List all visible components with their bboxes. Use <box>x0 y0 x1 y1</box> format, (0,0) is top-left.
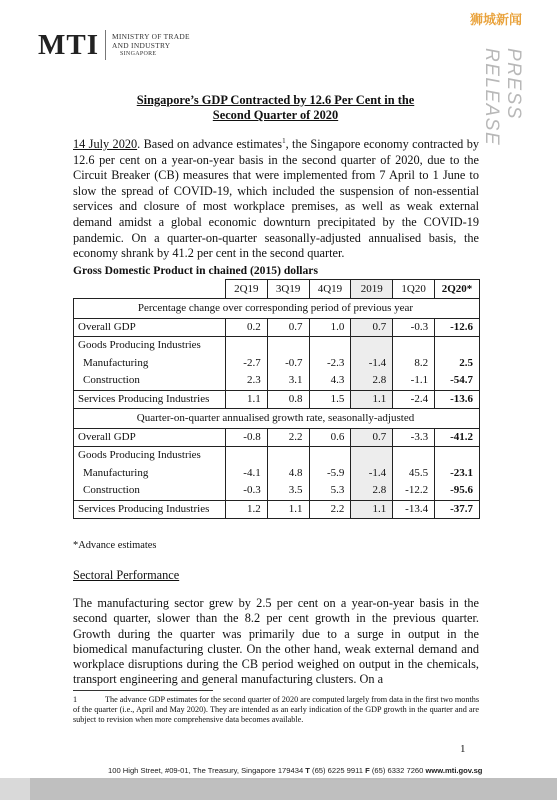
gdp-table <box>73 279 480 519</box>
table-cell <box>267 337 309 355</box>
table-cell: 1.1 <box>351 390 393 409</box>
table-cell: -2.4 <box>393 390 435 409</box>
footer-bar <box>30 778 557 800</box>
table-row <box>74 390 480 409</box>
ministry-line-3: SINGAPORE <box>120 50 157 57</box>
table-cell: 0.7 <box>351 318 393 337</box>
footer-website-link[interactable]: www.mti.gov.sg <box>425 766 483 775</box>
col-header: 2Q19 <box>225 280 267 299</box>
ministry-line-1: MINISTRY OF TRADE <box>112 31 190 41</box>
table-row <box>74 447 480 465</box>
footer-f-label: F <box>365 766 370 775</box>
footnote-text: The advance GDP estimates for the second quarter of 2020 are computed largely from data in the first two months of the quarter (i.e., April and May 2020). They are intended as an early indication of the GDP growth in the quarter and are subject to revision when more comprehensive data becomes available. <box>73 695 480 724</box>
release-date: 14 July 2020 <box>73 137 138 152</box>
table-cell: 3.1 <box>267 372 309 390</box>
table-row <box>74 355 480 373</box>
table-row <box>74 482 480 500</box>
table-cell: -0.8 <box>225 428 267 447</box>
row-label: Services Producing Industries <box>74 390 226 409</box>
table-cell: -41.2 <box>435 428 480 447</box>
col-header: 3Q19 <box>267 280 309 299</box>
table-cell <box>435 337 480 355</box>
page-title <box>73 93 478 123</box>
table-cell: 1.1 <box>351 500 393 519</box>
section-row <box>74 299 480 319</box>
footer-contact <box>108 766 508 775</box>
footer-fax: (65) 6332 7260 <box>369 766 426 775</box>
advance-estimates-note: *Advance estimates <box>73 540 157 551</box>
table-cell: -12.2 <box>393 482 435 500</box>
table-cell: 2.3 <box>225 372 267 390</box>
table-cell: -1.4 <box>351 465 393 483</box>
press-release-label: PRESS RELEASE <box>481 48 524 147</box>
row-label: Goods Producing Industries <box>74 447 226 465</box>
table-cell: -2.7 <box>225 355 267 373</box>
mti-logo <box>38 30 190 60</box>
table-cell: 0.2 <box>225 318 267 337</box>
row-label: Overall GDP <box>74 318 226 337</box>
table-cell <box>309 447 351 465</box>
page-number: 1 <box>460 743 466 755</box>
table-cell: -5.9 <box>309 465 351 483</box>
row-label: Goods Producing Industries <box>74 337 226 355</box>
table-cell: -2.3 <box>309 355 351 373</box>
table-cell: 2.2 <box>267 428 309 447</box>
table-cell: 0.8 <box>267 390 309 409</box>
table-row <box>74 318 480 337</box>
table-cell: -0.3 <box>393 318 435 337</box>
table-cell: 1.2 <box>225 500 267 519</box>
footer-phone: (65) 6225 9911 <box>309 766 366 775</box>
col-header: 2019 <box>351 280 393 299</box>
row-label: Construction <box>74 372 226 390</box>
footnote <box>73 695 479 725</box>
row-label: Services Producing Industries <box>74 500 226 519</box>
table-cell: 2.8 <box>351 372 393 390</box>
intro-paragraph <box>73 134 479 262</box>
title-line-1: Singapore’s GDP Contracted by 12.6 Per Cent in the <box>136 93 415 107</box>
table-cell: 45.5 <box>393 465 435 483</box>
table-cell: -1.4 <box>351 355 393 373</box>
table-cell: 3.5 <box>267 482 309 500</box>
table-row <box>74 337 480 355</box>
row-label: Manufacturing <box>74 355 226 373</box>
table-cell <box>351 337 393 355</box>
table-cell <box>309 337 351 355</box>
col-header: 1Q20 <box>393 280 435 299</box>
table-cell: -1.1 <box>393 372 435 390</box>
table-cell: 2.8 <box>351 482 393 500</box>
table-row <box>74 500 480 519</box>
row-label: Overall GDP <box>74 428 226 447</box>
table-cell <box>393 447 435 465</box>
footnote-divider <box>73 690 213 691</box>
table-cell: 0.7 <box>351 428 393 447</box>
table-cell: 0.7 <box>267 318 309 337</box>
title-line-2: Second Quarter of 2020 <box>212 108 339 122</box>
section-label: Quarter-on-quarter annualised growth rate, seasonally-adjusted <box>74 409 480 429</box>
ministry-name <box>112 32 190 59</box>
logo-divider <box>105 30 106 60</box>
col-header: 2Q20* <box>435 280 480 299</box>
intro-text-a: . Based on advance estimates <box>137 137 283 152</box>
table-cell: -13.6 <box>435 390 480 409</box>
table-cell: 2.5 <box>435 355 480 373</box>
table-row <box>74 372 480 390</box>
table-cell: 1.1 <box>267 500 309 519</box>
table-cell <box>267 447 309 465</box>
footnote-number: 1 <box>73 695 78 704</box>
table-cell: 8.2 <box>393 355 435 373</box>
table-cell: -0.3 <box>225 482 267 500</box>
footer-address: 100 High Street, #09-01, The Treasury, Singapore 179434 <box>108 766 306 775</box>
table-cell: 4.8 <box>267 465 309 483</box>
table-cell: -4.1 <box>225 465 267 483</box>
footnote-ref: 1 <box>282 137 286 145</box>
section-row <box>74 409 480 429</box>
section-label: Percentage change over corresponding period of previous year <box>74 299 480 319</box>
table-cell: -37.7 <box>435 500 480 519</box>
table-row <box>74 428 480 447</box>
table-cell: 1.5 <box>309 390 351 409</box>
table-caption: Gross Domestic Product in chained (2015) dollars <box>73 264 318 277</box>
table-cell: 2.2 <box>309 500 351 519</box>
ministry-line-2: AND INDUSTRY <box>112 40 171 50</box>
table-cell: 5.3 <box>309 482 351 500</box>
table-cell <box>351 447 393 465</box>
table-header-row <box>74 280 480 299</box>
table-cell: -0.7 <box>267 355 309 373</box>
sectoral-heading: Sectoral Performance <box>73 568 180 582</box>
table-cell <box>225 337 267 355</box>
row-label: Manufacturing <box>74 465 226 483</box>
sectoral-paragraph: The manufacturing sector grew by 2.5 per cent on a year-on-year basis in the second quarter, slower than the 8.2 per cent growth in the previous quarter. Growth during the quarter was primarily due to a surge in output in the biomedical manufacturing cluster. On the other hand, weak external demand and workplace disruptions during the CB period weighed on output in the chemicals, transport engineering and general manufacturing clusters. On a <box>73 596 479 687</box>
table-cell: -13.4 <box>393 500 435 519</box>
table-cell: -23.1 <box>435 465 480 483</box>
table-cell: 1.1 <box>225 390 267 409</box>
table-cell: -12.6 <box>435 318 480 337</box>
table-cell <box>225 447 267 465</box>
footer-bar-left <box>0 778 30 800</box>
row-label: Construction <box>74 482 226 500</box>
table-cell: -54.7 <box>435 372 480 390</box>
header-corner <box>74 280 226 299</box>
table-cell: -95.6 <box>435 482 480 500</box>
table-row <box>74 465 480 483</box>
table-cell <box>393 337 435 355</box>
table-cell: -3.3 <box>393 428 435 447</box>
table-cell <box>435 447 480 465</box>
intro-text-b: , the Singapore economy contracted by 12.6 per cent on a year-on-year basis in the second quarter of 2020, due to the Circuit Breaker (CB) measures that were implemented from 7 April to 1 June to slow the spread of COVID-19, which included the suspension of non-essential services and closure of most workplace premises, as well as weak external demand amidst a global economic downturn precipitated by the COVID-19 pandemic. On a quarter-on-quarter seasonally-adjusted annualised basis, the economy shrank by 41.2 per cent in the second quarter. <box>73 137 479 261</box>
footer-t-label: T <box>305 766 310 775</box>
table-cell: 1.0 <box>309 318 351 337</box>
mti-logo-text: MTI <box>38 28 99 61</box>
col-header: 4Q19 <box>309 280 351 299</box>
table-cell: 4.3 <box>309 372 351 390</box>
table-cell: 0.6 <box>309 428 351 447</box>
watermark: 狮城新闻 <box>470 13 523 28</box>
